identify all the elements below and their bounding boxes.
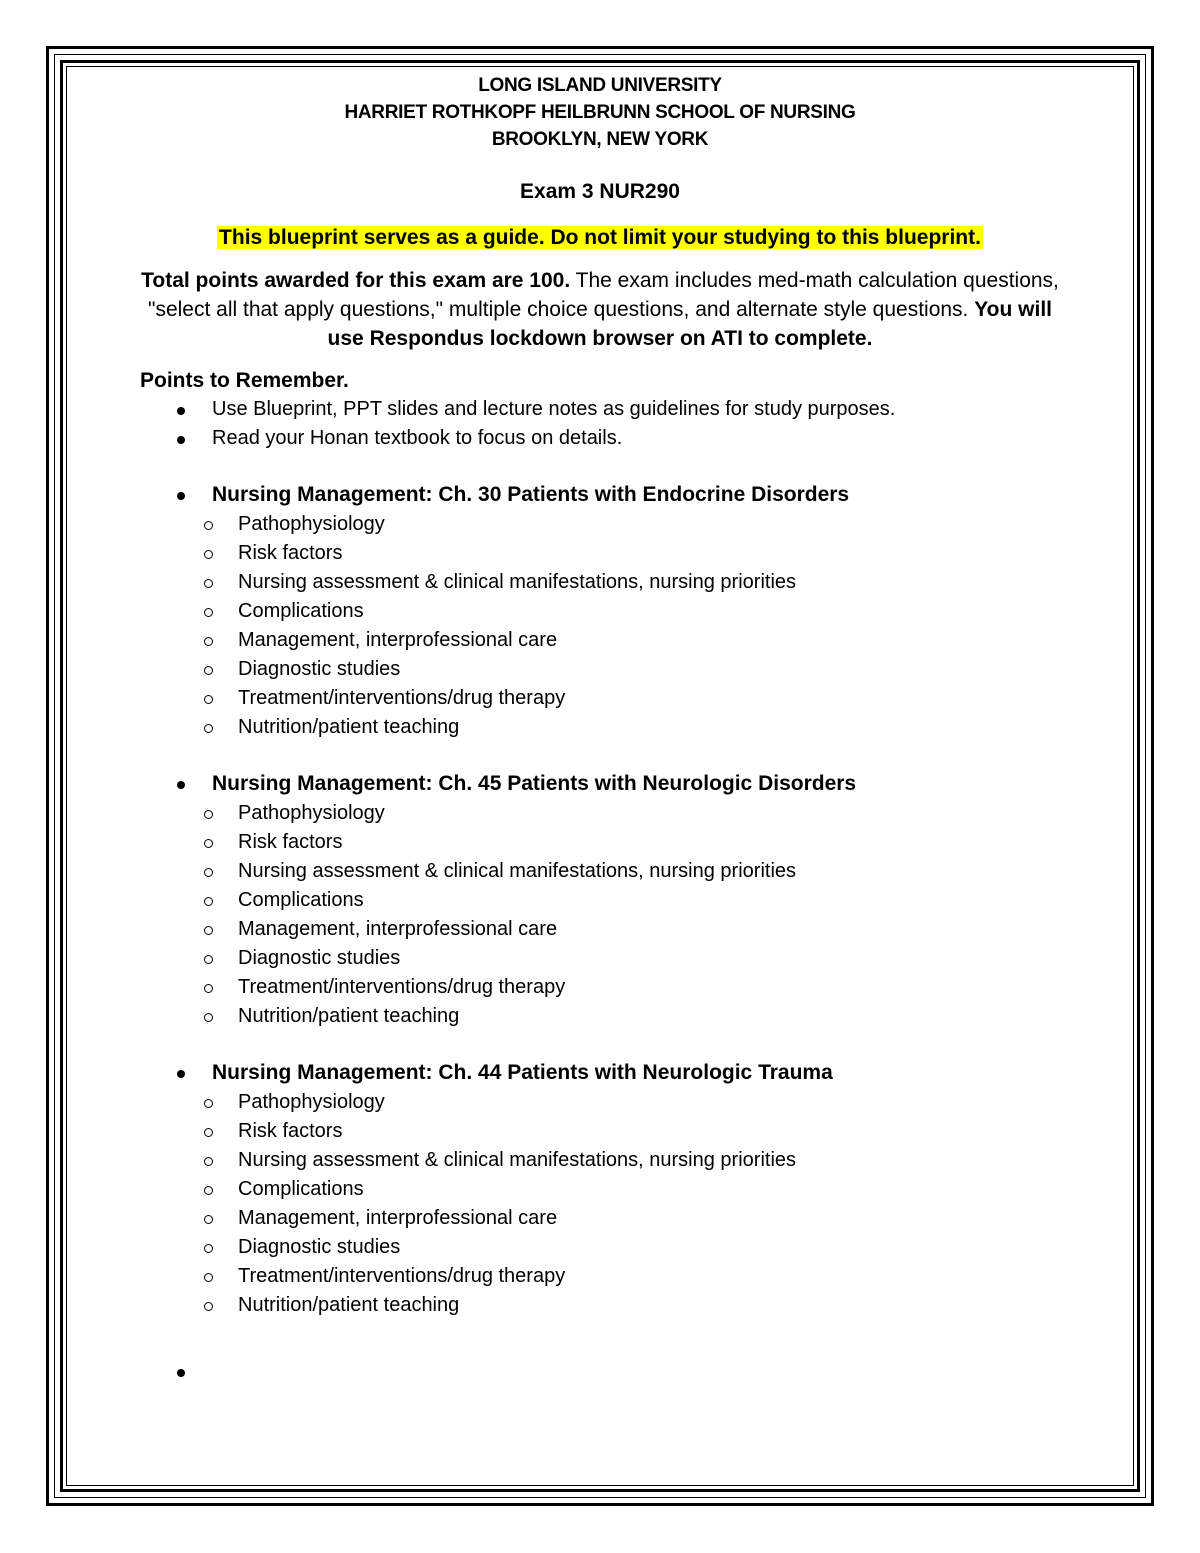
points-to-remember-heading: Points to Remember. bbox=[140, 369, 349, 392]
list-item bbox=[140, 828, 1060, 857]
topic-list bbox=[140, 510, 1060, 742]
list-item-text: Complications bbox=[238, 889, 364, 911]
bullet-icon bbox=[177, 407, 185, 415]
document-body bbox=[140, 72, 1060, 1320]
exam-title: Exam 3 NUR290 bbox=[520, 180, 680, 203]
section-title-text: Nursing Management: Ch. 45 Patients with Neurologic Disorders bbox=[212, 772, 857, 795]
points-to-remember-list bbox=[140, 395, 1060, 453]
school-name: HARRIET ROTHKOPF HEILBRUNN SCHOOL OF NURSING bbox=[344, 102, 856, 123]
circle-bullet-icon bbox=[204, 724, 213, 733]
intro-total-points: Total points awarded for this exam are 100. bbox=[141, 269, 571, 292]
bullet-icon bbox=[177, 492, 185, 500]
list-item-text: Diagnostic studies bbox=[238, 658, 401, 680]
section-title bbox=[140, 479, 1060, 510]
list-item bbox=[140, 915, 1060, 944]
list-item-text: Management, interprofessional care bbox=[238, 629, 558, 651]
list-item-text: Management, interprofessional care bbox=[238, 918, 558, 940]
list-item bbox=[140, 1002, 1060, 1031]
list-item-text: Diagnostic studies bbox=[238, 947, 401, 969]
list-item bbox=[140, 539, 1060, 568]
school-location: BROOKLYN, NEW YORK bbox=[491, 129, 709, 150]
circle-bullet-icon bbox=[204, 695, 213, 704]
notice-wrapper bbox=[140, 226, 1060, 250]
list-item bbox=[140, 973, 1060, 1002]
list-item-text: Treatment/interventions/drug therapy bbox=[238, 976, 566, 998]
circle-bullet-icon bbox=[204, 839, 213, 848]
section-endocrine bbox=[140, 479, 1060, 742]
exam-intro-paragraph bbox=[140, 266, 1060, 353]
circle-bullet-icon bbox=[204, 1013, 213, 1022]
list-item-text: Pathophysiology bbox=[238, 802, 385, 824]
circle-bullet-icon bbox=[204, 1157, 213, 1166]
list-item-text: Treatment/interventions/drug therapy bbox=[238, 1265, 566, 1287]
bullet-icon bbox=[177, 1070, 185, 1078]
list-item-text: Risk factors bbox=[238, 542, 343, 564]
list-item bbox=[140, 799, 1060, 828]
highlighted-notice: This blueprint serves as a guide. Do not limit your studying to this blueprint. bbox=[219, 226, 981, 249]
circle-bullet-icon bbox=[204, 1273, 213, 1282]
topic-list bbox=[140, 799, 1060, 1031]
list-item bbox=[140, 1175, 1060, 1204]
empty-bullet-icon bbox=[177, 1369, 185, 1377]
list-item bbox=[140, 655, 1060, 684]
list-item bbox=[140, 597, 1060, 626]
section-neurologic-trauma bbox=[140, 1057, 1060, 1320]
circle-bullet-icon bbox=[204, 897, 213, 906]
list-item-text: Nutrition/patient teaching bbox=[238, 716, 460, 738]
list-item bbox=[140, 1262, 1060, 1291]
list-item bbox=[140, 886, 1060, 915]
list-item bbox=[140, 626, 1060, 655]
circle-bullet-icon bbox=[204, 926, 213, 935]
list-item-text: Pathophysiology bbox=[238, 513, 385, 535]
list-item bbox=[140, 395, 1060, 424]
list-item-text: Management, interprofessional care bbox=[238, 1207, 558, 1229]
list-item-text: Risk factors bbox=[238, 1120, 343, 1142]
university-name: LONG ISLAND UNIVERSITY bbox=[478, 75, 722, 96]
circle-bullet-icon bbox=[204, 810, 213, 819]
list-item bbox=[140, 1204, 1060, 1233]
list-item-text: Complications bbox=[238, 600, 364, 622]
list-item bbox=[140, 1146, 1060, 1175]
list-item bbox=[140, 510, 1060, 539]
circle-bullet-icon bbox=[204, 1128, 213, 1137]
circle-bullet-icon bbox=[204, 1215, 213, 1224]
section-title-text: Nursing Management: Ch. 30 Patients with Endocrine Disorders bbox=[212, 483, 850, 506]
list-item-text: Nursing assessment & clinical manifestations, nursing priorities bbox=[238, 860, 797, 882]
list-item bbox=[140, 424, 1060, 453]
section-title bbox=[140, 768, 1060, 799]
circle-bullet-icon bbox=[204, 666, 213, 675]
section-title bbox=[140, 1057, 1060, 1088]
list-item bbox=[140, 1117, 1060, 1146]
list-item bbox=[140, 857, 1060, 886]
section-title-text: Nursing Management: Ch. 44 Patients with Neurologic Trauma bbox=[212, 1061, 833, 1084]
list-item bbox=[140, 1088, 1060, 1117]
list-item-text: Nutrition/patient teaching bbox=[238, 1294, 460, 1316]
list-item bbox=[140, 684, 1060, 713]
list-item-text: Diagnostic studies bbox=[238, 1236, 401, 1258]
bullet-icon bbox=[177, 436, 185, 444]
list-item bbox=[140, 1291, 1060, 1320]
circle-bullet-icon bbox=[204, 955, 213, 964]
list-item-text: Use Blueprint, PPT slides and lecture notes as guidelines for study purposes. bbox=[212, 398, 896, 420]
topic-list bbox=[140, 1088, 1060, 1320]
circle-bullet-icon bbox=[204, 984, 213, 993]
circle-bullet-icon bbox=[204, 868, 213, 877]
list-item-text: Treatment/interventions/drug therapy bbox=[238, 687, 566, 709]
circle-bullet-icon bbox=[204, 608, 213, 617]
list-item bbox=[140, 568, 1060, 597]
list-item-text: Nursing assessment & clinical manifestations, nursing priorities bbox=[238, 1149, 797, 1171]
circle-bullet-icon bbox=[204, 1186, 213, 1195]
list-item-text: Read your Honan textbook to focus on details. bbox=[212, 427, 623, 449]
intro-question-types: The exam includes med-math calculation questions, "select all that apply questions," multiple choice questions, and alternate style questions. bbox=[148, 269, 1059, 321]
circle-bullet-icon bbox=[204, 579, 213, 588]
list-item-text: Complications bbox=[238, 1178, 364, 1200]
bullet-icon bbox=[177, 781, 185, 789]
list-item-text: Nutrition/patient teaching bbox=[238, 1005, 460, 1027]
list-item-text: Risk factors bbox=[238, 831, 343, 853]
circle-bullet-icon bbox=[204, 1244, 213, 1253]
list-item-text: Pathophysiology bbox=[238, 1091, 385, 1113]
list-item bbox=[140, 713, 1060, 742]
intro-lockdown-browser: You will use Respondus lockdown browser on ATI to complete. bbox=[327, 298, 1052, 350]
list-item bbox=[140, 944, 1060, 973]
circle-bullet-icon bbox=[204, 1099, 213, 1108]
circle-bullet-icon bbox=[204, 1302, 213, 1311]
circle-bullet-icon bbox=[204, 550, 213, 559]
list-item bbox=[140, 1233, 1060, 1262]
list-item-text: Nursing assessment & clinical manifestations, nursing priorities bbox=[238, 571, 797, 593]
circle-bullet-icon bbox=[204, 637, 213, 646]
section-neurologic-disorders bbox=[140, 768, 1060, 1031]
circle-bullet-icon bbox=[204, 521, 213, 530]
